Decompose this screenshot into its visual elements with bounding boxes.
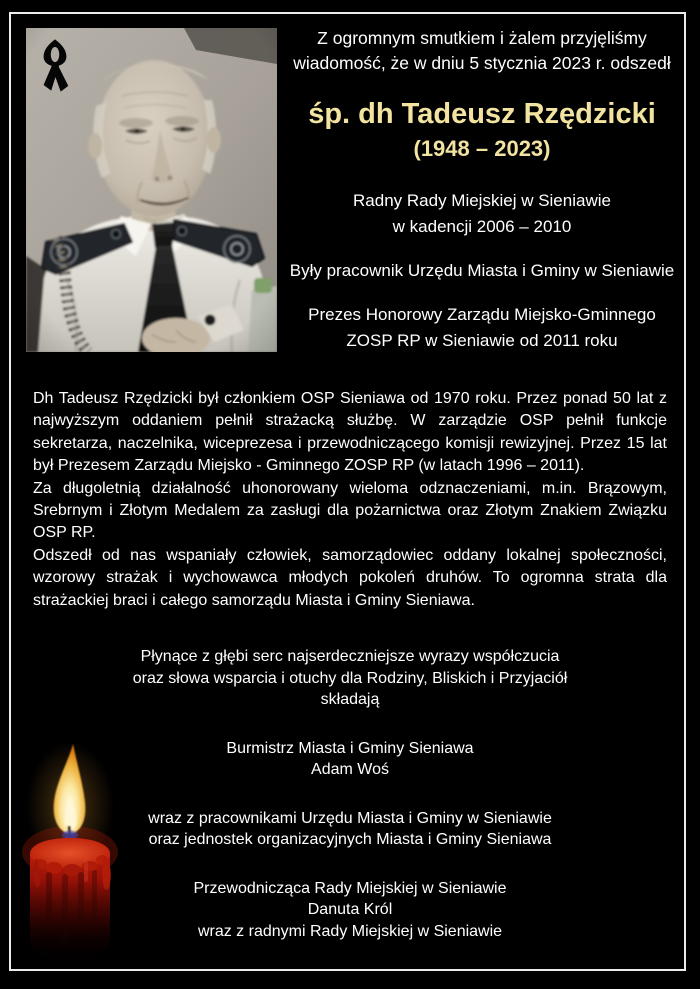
signatory-line: Burmistrz Miasta i Gminy Sieniawa [226, 739, 474, 757]
role-line: Prezes Honorowy Zarządu Miejsko-Gminnego [308, 305, 656, 324]
signatory-line: Przewodnicząca Rady Miejskiej w Sieniawie [193, 879, 507, 897]
intro-line-2: wiadomość, że w dniu 5 stycznia 2023 r. odszedł [293, 53, 671, 73]
intro-line-1: Z ogromnym smutkiem i żalem przyjęliśmy [317, 28, 647, 48]
condolence-line: składają [320, 691, 380, 708]
biography [33, 388, 667, 612]
condolence-line: Płynące z głębi serc najserdeczniejsze wyrazy współczucia [140, 648, 560, 665]
role-councilman [277, 188, 687, 240]
mourning-ribbon-icon [36, 37, 74, 93]
signatory-line: oraz jednostek organizacyjnych Miasta i Gminy Sieniawa [148, 831, 552, 848]
memorial-candle-icon [20, 740, 120, 965]
intro-text [277, 26, 687, 76]
bio-paragraph-2: Za długoletnią działalność uhonorowany wieloma odznaczeniami, m.in. Brązowym, Srebrnym i Złotym Medalem za zasługi dla pożarnictwa oraz Złotym Znakiem Związku OSP RP. [33, 479, 667, 542]
condolence-line: oraz słowa wsparcia i otuchy dla Rodziny, Bliskich i Przyjaciół [132, 669, 568, 687]
role-honorary-president [277, 302, 687, 354]
signatory-line: Adam Woś [311, 761, 389, 778]
signatory-line: Danuta Król [307, 901, 393, 918]
bio-paragraph-3: Odszedł od nas wspaniały człowiek, samorządowiec oddany lokalnej społeczności, wzorowy strażak i wychowawca młodych pokoleń druhów. To ogromna strata dla strażackiej braci i całego samorządu Miasta i Gminy Sieniawa. [33, 546, 667, 609]
life-years: (1948 – 2023) [413, 136, 551, 161]
condolences [30, 646, 670, 942]
signatory-employees [30, 808, 670, 851]
signatory-line: wraz z pracownikami Urzędu Miasta i Gminy w Sieniawie [148, 809, 552, 827]
role-line: w kadencji 2006 – 2010 [392, 217, 572, 236]
role-employee [277, 258, 687, 284]
header [277, 26, 687, 372]
bio-paragraph-1: Dh Tadeusz Rzędzicki był członkiem OSP Sieniawa od 1970 roku. Przez ponad 50 lat z najwyższym oddaniem pełnił strażacką służbę. W zarządzie OSP pełnił funkcje sekretarza, naczelnika, wiceprezesa i przewodniczącego komisji rewizyjnej. Przez 15 lat był Prezesem Zarządu Miejsko - Gminnego ZOSP RP (w latach 1996 – 2011). [33, 390, 667, 475]
role-line: Były pracownik Urzędu Miasta i Gminy w Sieniawie [289, 261, 675, 280]
role-line: ZOSP RP w Sieniawie od 2011 roku [346, 331, 618, 350]
condolence-intro [30, 646, 670, 711]
roles-list [277, 188, 687, 354]
signatory-mayor [30, 738, 670, 781]
signatory-council-chair [30, 878, 670, 943]
deceased-name: śp. dh Tadeusz Rzędzicki [308, 98, 656, 130]
role-line: Radny Rady Miejskiej w Sieniawie [353, 191, 611, 210]
signatory-line: wraz z radnymi Rady Miejskiej w Sieniawie [197, 922, 503, 940]
